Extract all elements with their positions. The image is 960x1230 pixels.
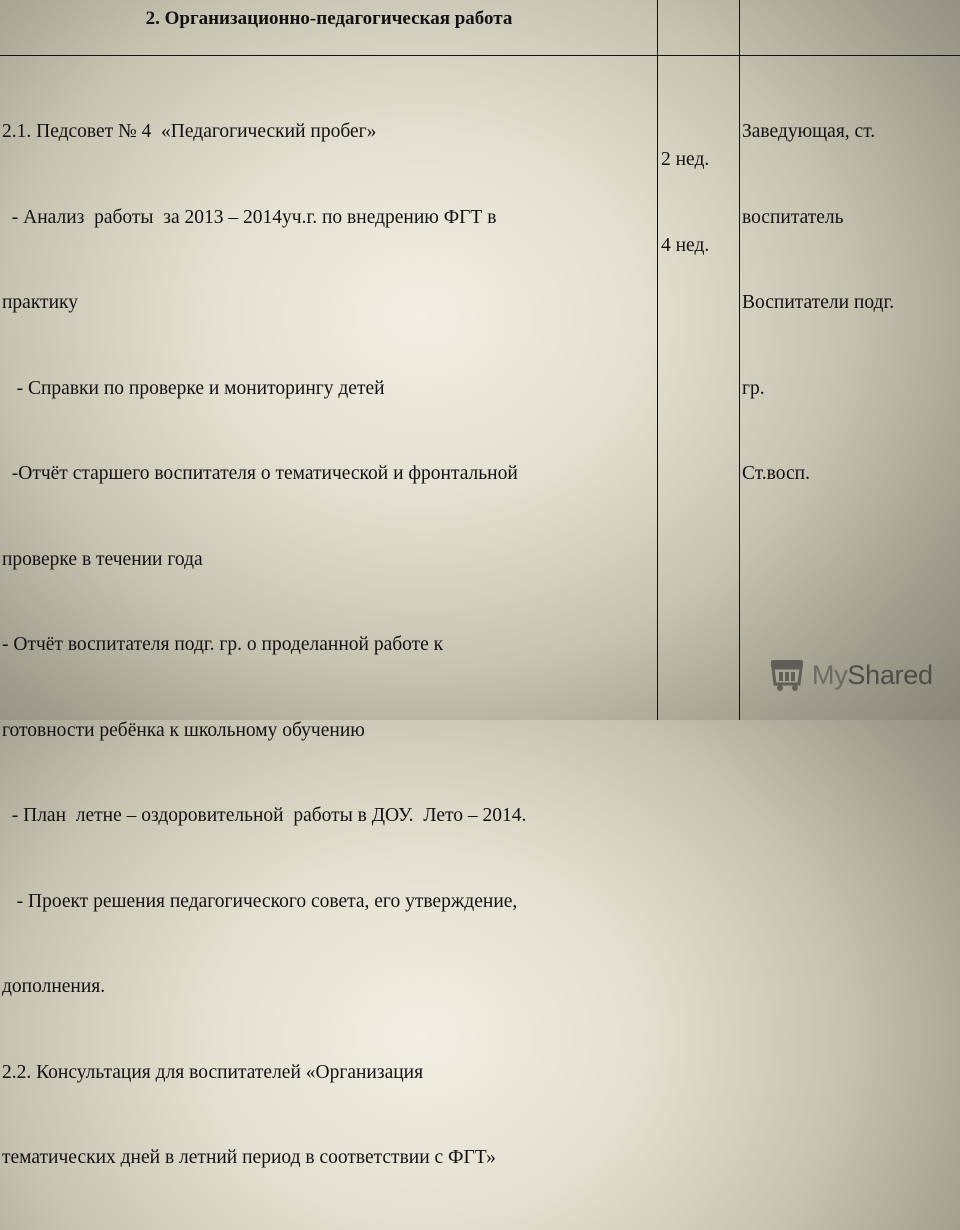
activity-line: тематических дней в летний период в соответствии с ФГТ» bbox=[2, 1147, 496, 1168]
watermark-text-strong: Shared bbox=[847, 659, 933, 690]
section-title: 2. Организационно-педагогическая работа bbox=[145, 8, 513, 29]
deadline-text: 4 нед. bbox=[661, 234, 710, 256]
watermark-text-light: My bbox=[812, 659, 848, 690]
activity-line: готовности ребёнка к школьному обучению bbox=[2, 719, 365, 741]
activity-line: 2.2. Консультация для воспитателей «Организация bbox=[2, 1061, 424, 1083]
column-divider-1 bbox=[657, 0, 658, 720]
column-divider-2 bbox=[739, 0, 740, 720]
activity-line: - Справки по проверке и мониторингу детей bbox=[2, 377, 385, 399]
responsible-text: Воспитатели подг. bbox=[742, 292, 895, 313]
activity-line: -Отчёт старшего воспитателя о тематической и фронтальной bbox=[2, 463, 518, 484]
responsible-text: Заведующая, ст. bbox=[742, 121, 876, 142]
activity-line: - Отчёт воспитателя подг. гр. о проделанной работе к bbox=[2, 634, 444, 655]
header-row-divider bbox=[0, 55, 960, 56]
responsible-text: Ст.восп. bbox=[742, 463, 810, 484]
activity-line: - Проект решения педагогического совета, его утверждение, bbox=[2, 890, 518, 912]
deadline-text: 2 нед. bbox=[661, 149, 710, 170]
activity-line: проверке в течении года bbox=[2, 548, 203, 570]
myshared-watermark bbox=[768, 655, 933, 695]
activity-line: дополнения. bbox=[2, 976, 106, 997]
activity-line: практику bbox=[2, 292, 78, 313]
watermark-text bbox=[812, 660, 933, 691]
responsible-block-3 bbox=[742, 403, 956, 546]
responsible-text: гр. bbox=[742, 377, 765, 399]
deadline-cell bbox=[661, 89, 737, 317]
activity-line: 2.1. Педсовет № 4 «Педагогический пробег» bbox=[2, 121, 377, 142]
activity-line: - Анализ работы за 2013 – 2014уч.г. по внедрению ФГТ в bbox=[2, 206, 497, 228]
activity-description-cell bbox=[2, 61, 654, 1230]
responsible-text: воспитатель bbox=[742, 206, 844, 228]
activity-line: - План летне – оздоровительной работы в ДОУ. Лето – 2014. bbox=[2, 805, 527, 826]
myshared-logo-icon bbox=[768, 658, 806, 692]
